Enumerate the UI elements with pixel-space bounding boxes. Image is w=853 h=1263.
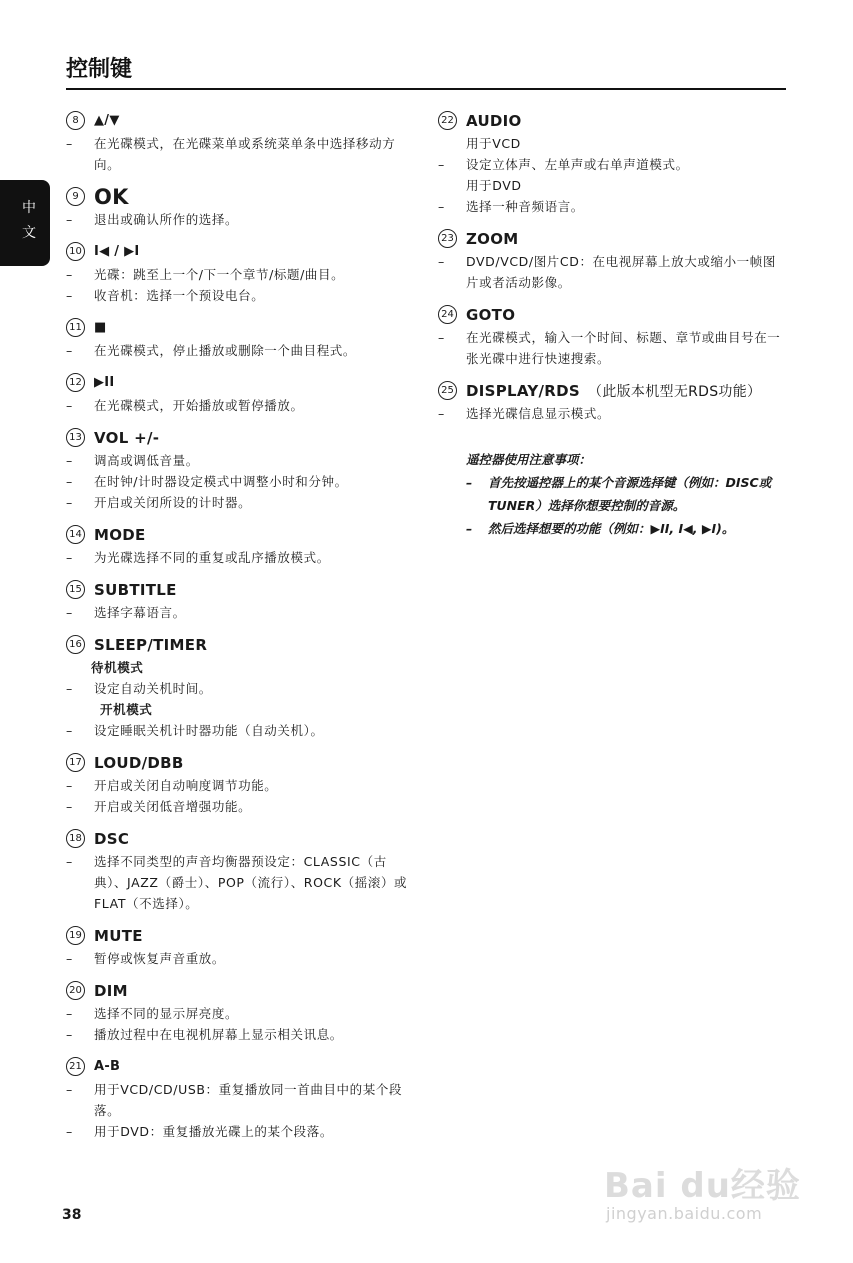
- key-number-badge: 23: [438, 229, 457, 248]
- mode-subheading: 用于VCD: [466, 136, 521, 151]
- control-key-heading: [66, 978, 418, 1003]
- key-number-badge: 24: [438, 305, 457, 324]
- control-key-heading: [66, 315, 418, 340]
- description-text: 暂停或恢复声音重放。: [94, 951, 226, 966]
- control-key-heading: [66, 108, 418, 133]
- description-text: 开启或关闭自动响度调节功能。: [94, 778, 278, 793]
- description-text: 在光碟模式，停止播放或删除一个曲目程式。: [94, 343, 357, 358]
- dash-marker: –: [438, 254, 445, 269]
- description-line: [66, 851, 418, 914]
- key-label-text: ■: [94, 320, 107, 335]
- key-number-badge: 14: [66, 525, 85, 544]
- right-items: [438, 108, 788, 424]
- description-text: 在光碟模式，在光碟菜单或系统菜单条中选择移动方向。: [94, 136, 396, 172]
- description-text: 为光碟选择不同的重复或乱序播放模式。: [94, 550, 330, 565]
- key-label: [94, 636, 207, 654]
- dash-marker: –: [66, 778, 73, 793]
- description-text: 开启或关闭低音增强功能。: [94, 799, 252, 814]
- control-key-heading: [66, 239, 418, 264]
- control-key-heading: [66, 577, 418, 602]
- description-line: [66, 796, 418, 817]
- description-text: 用于DVD：重复播放光碟上的某个段落。: [94, 1124, 333, 1139]
- description-text: 选择不同的显示屏亮度。: [94, 1006, 239, 1021]
- control-key-item: [66, 425, 418, 513]
- language-side-tab: [0, 180, 50, 266]
- dash-marker: –: [66, 951, 73, 966]
- control-key-item: [438, 302, 788, 369]
- notice-line: – 然后选择想要的功能（例如：▶II, I◀, ▶I)。: [466, 517, 788, 540]
- control-key-heading: [66, 826, 418, 851]
- control-key-heading: [438, 378, 788, 403]
- dash-marker: –: [66, 453, 73, 468]
- key-number-badge: 21: [66, 1057, 85, 1076]
- key-number-badge: 13: [66, 428, 85, 447]
- key-label-text: DISPLAY/RDS: [466, 381, 581, 400]
- description-text: 退出或确认所作的选择。: [94, 212, 239, 227]
- description-line: [66, 720, 418, 741]
- description-line: [66, 264, 418, 285]
- description-text: 设定睡眠关机计时器功能（自动关机）。: [94, 723, 324, 738]
- key-label: [94, 375, 115, 390]
- dash-marker: –: [66, 212, 73, 227]
- dash-marker: –: [66, 550, 73, 565]
- description-line: [66, 133, 418, 175]
- dash-marker: –: [66, 343, 73, 358]
- mode-subheading: 开机模式: [100, 702, 153, 717]
- remote-notice: [438, 448, 788, 540]
- control-key-item: [66, 315, 418, 361]
- key-label: [94, 185, 129, 209]
- description-text: 在光碟模式，输入一个时间、标题、章节或曲目号在一张光碟中进行快速搜索。: [466, 330, 781, 366]
- dash-marker: –: [438, 199, 445, 214]
- description-text: 在时钟/计时器设定模式中调整小时和分钟。: [94, 474, 348, 489]
- control-key-heading: [66, 370, 418, 395]
- dash-marker: –: [66, 723, 73, 738]
- control-key-heading: [438, 108, 788, 133]
- key-label: [466, 306, 515, 324]
- key-number-badge: 10: [66, 242, 85, 261]
- dash-marker: –: [438, 330, 445, 345]
- watermark-logo: [604, 1140, 804, 1230]
- description-line: [66, 1024, 418, 1045]
- key-number-badge: 19: [66, 926, 85, 945]
- page-number: 38: [62, 1207, 82, 1223]
- key-label-text: AUDIO: [466, 111, 522, 130]
- control-key-item: [66, 978, 418, 1045]
- dash-marker: –: [66, 1082, 73, 1097]
- key-number-badge: 20: [66, 981, 85, 1000]
- key-number-badge: 15: [66, 580, 85, 599]
- key-number-badge: 22: [438, 111, 457, 130]
- key-label-text: ZOOM: [466, 229, 519, 248]
- notice-text: 首先按遥控器上的某个音源选择键（例如：DISC或TUNER）选择你想要控制的音源。: [488, 475, 772, 513]
- notice-line: – 首先按遥控器上的某个音源选择键（例如：DISC或TUNER）选择你想要控制的音源。: [466, 471, 788, 517]
- key-number-badge: 8: [66, 111, 85, 130]
- dash-marker: –: [66, 605, 73, 620]
- control-key-item: [66, 239, 418, 306]
- page-title: 控制键: [66, 57, 133, 82]
- control-key-heading: [66, 184, 418, 209]
- key-label-text: I◀ / ▶I: [94, 244, 140, 259]
- key-label: [94, 113, 120, 128]
- key-label: [466, 230, 519, 248]
- title-rule: [66, 88, 786, 90]
- description-line: [66, 471, 418, 492]
- control-key-item: [66, 184, 418, 230]
- control-key-heading: [438, 302, 788, 327]
- control-key-heading: [438, 226, 788, 251]
- key-label: [94, 429, 159, 447]
- control-key-item: [438, 108, 788, 217]
- description-line: [438, 403, 788, 424]
- key-label-text: GOTO: [466, 305, 516, 324]
- key-label-text: VOL +/-: [94, 428, 160, 447]
- dash-marker: –: [66, 495, 73, 510]
- key-label-text: LOUD/DBB: [94, 753, 184, 772]
- key-label-text: DIM: [94, 981, 128, 1000]
- key-label: [94, 927, 143, 945]
- description-text: 选择不同类型的声音均衡器预设定：CLASSIC（古典）、JAZZ（爵士）、POP（流行）、ROCK（摇滚）或FLAT（不选择）。: [94, 854, 408, 911]
- description-line: [66, 678, 418, 699]
- left-column: [66, 108, 418, 1151]
- mode-subheading: 用于DVD: [466, 178, 522, 193]
- dash-marker: –: [66, 398, 73, 413]
- description-line: [66, 450, 418, 471]
- dash-marker: –: [66, 1027, 73, 1042]
- key-label: [466, 112, 522, 130]
- key-label-text: SLEEP/TIMER: [94, 635, 208, 654]
- control-key-item: [66, 108, 418, 175]
- right-column: [438, 108, 788, 540]
- description-line: [66, 1079, 418, 1121]
- description-line: [66, 395, 418, 416]
- description-line: [66, 602, 418, 623]
- key-label: [94, 526, 146, 544]
- description-line: [438, 251, 788, 293]
- description-text: 调高或调低音量。: [94, 453, 199, 468]
- mode-subheading: 待机模式: [91, 660, 144, 675]
- dash-marker: –: [66, 854, 73, 869]
- key-label: [94, 244, 140, 259]
- key-label: [94, 830, 129, 848]
- description-text: 设定自动关机时间。: [94, 681, 212, 696]
- description-text: 选择一种音频语言。: [466, 199, 584, 214]
- description-line: [438, 154, 788, 175]
- control-key-item: [66, 370, 418, 416]
- key-label: [94, 1059, 120, 1074]
- control-key-heading: [66, 632, 418, 657]
- key-number-badge: 18: [66, 829, 85, 848]
- description-text: 光碟：跳至上一个/下一个章节/标题/曲目。: [94, 267, 345, 282]
- description-line: [66, 948, 418, 969]
- dash-marker: –: [66, 681, 73, 696]
- key-number-badge: 17: [66, 753, 85, 772]
- description-line: [66, 209, 418, 230]
- description-text: 设定立体声、左单声或右单声道模式。: [466, 157, 689, 172]
- key-number-badge: 9: [66, 187, 85, 206]
- control-key-item: [66, 577, 418, 623]
- description-line: [66, 492, 418, 513]
- control-key-item: [66, 522, 418, 568]
- dash-marker: –: [66, 1124, 73, 1139]
- watermark-brand: Bai du经验: [604, 1166, 801, 1206]
- description-text: 播放过程中在电视机屏幕上显示相关讯息。: [94, 1027, 343, 1042]
- key-label: [94, 754, 184, 772]
- control-key-item: [66, 1054, 418, 1142]
- dash-marker: –: [66, 267, 73, 282]
- dash-marker: –: [66, 288, 73, 303]
- key-number-badge: 12: [66, 373, 85, 392]
- description-text: 收音机：选择一个预设电台。: [94, 288, 265, 303]
- control-key-item: [438, 378, 788, 424]
- key-label-text: ▶II: [94, 375, 115, 390]
- control-key-heading: [66, 1054, 418, 1079]
- key-label-text: MODE: [94, 525, 146, 544]
- description-line: [438, 196, 788, 217]
- description-line: [66, 340, 418, 361]
- watermark-url: jingyan.baidu.com: [606, 1204, 763, 1223]
- control-key-heading: [66, 750, 418, 775]
- notice-title: 遥控器使用注意事项：: [466, 452, 592, 467]
- dash-marker: –: [66, 474, 73, 489]
- key-number-badge: 25: [438, 381, 457, 400]
- key-label: [94, 581, 177, 599]
- description-line: [66, 1121, 418, 1142]
- key-label: [466, 381, 761, 401]
- key-label-text: ▲/▼: [94, 113, 120, 128]
- key-label-text: OK: [94, 184, 129, 209]
- description-text: DVD/VCD/图片CD：在电视屏幕上放大或缩小一帧图片或者活动影像。: [466, 254, 776, 290]
- key-label-note: （此版本机型无RDS功能）: [588, 383, 762, 400]
- control-key-heading: [66, 522, 418, 547]
- language-tab-label: 中文: [22, 200, 36, 241]
- description-line: [66, 1003, 418, 1024]
- control-key-item: [66, 632, 418, 741]
- control-key-heading: [66, 923, 418, 948]
- key-label: [94, 320, 107, 335]
- dash-marker: –: [66, 799, 73, 814]
- control-key-item: [66, 750, 418, 817]
- description-line: [66, 285, 418, 306]
- dash-marker: –: [66, 1006, 73, 1021]
- dash-marker: –: [66, 136, 73, 151]
- key-number-badge: 11: [66, 318, 85, 337]
- description-text: 选择字幕语言。: [94, 605, 186, 620]
- control-key-item: [438, 226, 788, 293]
- key-label-text: SUBTITLE: [94, 580, 177, 599]
- dash-marker: –: [438, 406, 445, 421]
- dash-marker: –: [438, 157, 445, 172]
- key-label: [94, 982, 128, 1000]
- description-text: 用于VCD/CD/USB：重复播放同一首曲目中的某个段落。: [94, 1082, 403, 1118]
- control-key-heading: [66, 425, 418, 450]
- description-text: 在光碟模式，开始播放或暂停播放。: [94, 398, 304, 413]
- description-text: 开启或关闭所设的计时器。: [94, 495, 252, 510]
- key-number-badge: 16: [66, 635, 85, 654]
- description-line: [66, 547, 418, 568]
- key-label-text: DSC: [94, 829, 130, 848]
- notice-text: 然后选择想要的功能（例如：▶II, I◀, ▶I)。: [488, 521, 735, 536]
- control-key-item: [66, 923, 418, 969]
- key-label-text: MUTE: [94, 926, 143, 945]
- description-text: 选择光碟信息显示模式。: [466, 406, 611, 421]
- control-key-item: [66, 826, 418, 914]
- description-line: [438, 327, 788, 369]
- key-label-text: A-B: [94, 1059, 121, 1074]
- description-line: [66, 775, 418, 796]
